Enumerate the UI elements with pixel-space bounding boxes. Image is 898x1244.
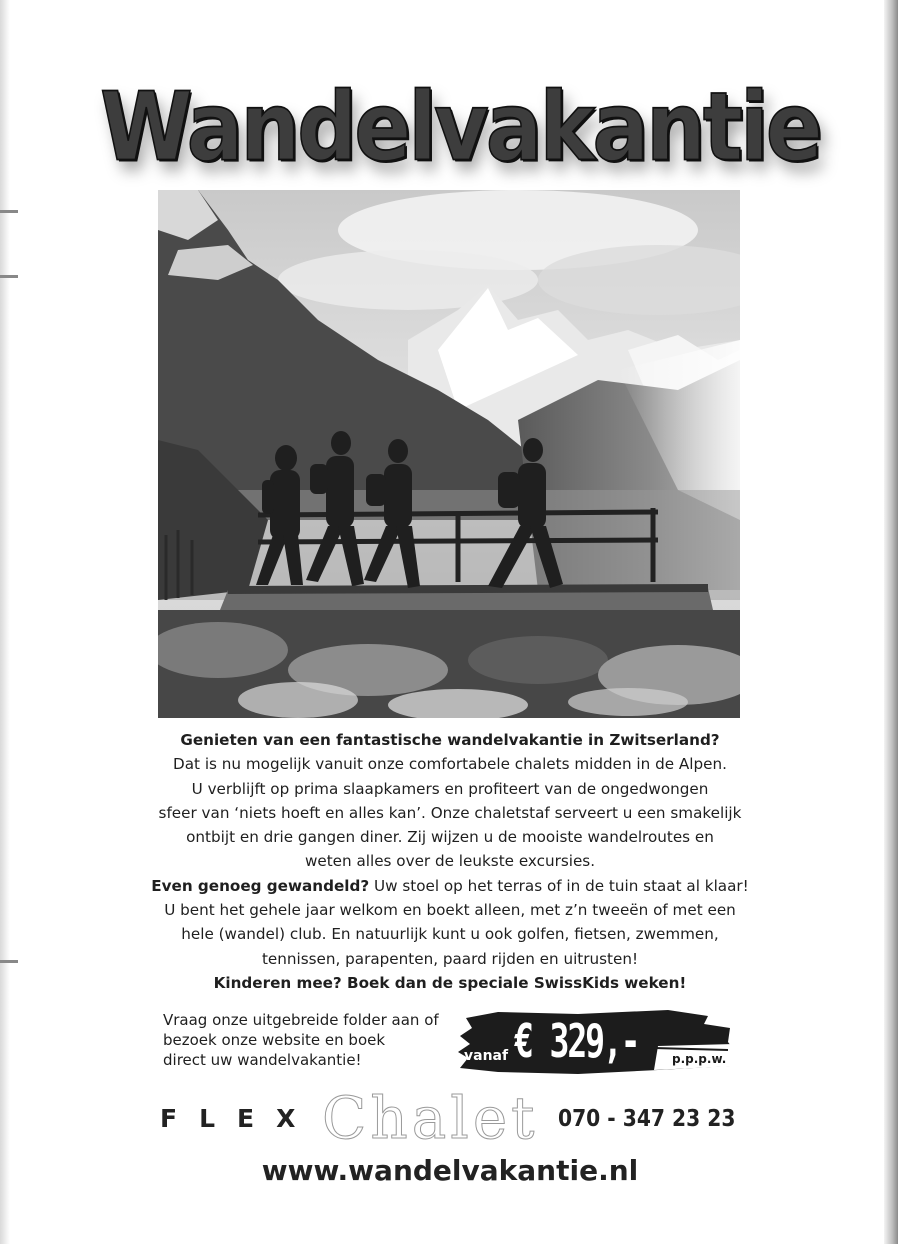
price-badge bbox=[458, 1008, 736, 1078]
text-line: U verblijft op prima slaapkamers en profiteert van de ongedwongen bbox=[191, 779, 709, 798]
mountain-hikers-photo bbox=[158, 190, 740, 718]
text-line: hele (wandel) club. En natuurlijk kunt u ook golfen, fietsen, zwemmen, bbox=[181, 925, 719, 944]
price-from-label: vanaf bbox=[464, 1048, 509, 1064]
brand-flex: FLEX bbox=[160, 1104, 318, 1133]
text-line: weten alles over de leukste excursies. bbox=[304, 852, 596, 871]
binding-mark bbox=[0, 210, 18, 213]
intro-text bbox=[140, 728, 760, 995]
binding-mark bbox=[0, 275, 18, 278]
page-edge-left bbox=[0, 0, 10, 1244]
text-line: U bent het gehele jaar welkom en boekt alleen, met z’n tweeën of met een bbox=[164, 901, 736, 920]
price-value: € 329,- bbox=[514, 1014, 639, 1068]
text-line: ontbijt en drie gangen diner. Zij wijzen u de mooiste wandelroutes en bbox=[186, 828, 714, 847]
text-line: Even genoeg gewandeld? Uw stoel op het terras of in de tuin staat al klaar! bbox=[151, 876, 749, 895]
price-unit: p.p.p.w. bbox=[672, 1052, 727, 1066]
cta-line: direct uw wandelvakantie! bbox=[163, 1051, 362, 1069]
text-line: Kinderen mee? Boek dan de speciale SwissKids weken! bbox=[213, 973, 687, 992]
phone-number: 070 - 347 23 23 bbox=[558, 1106, 736, 1132]
cta-line: Vraag onze uitgebreide folder aan of bbox=[163, 1011, 439, 1029]
text-line: tennissen, parapenten, paard rijden en uitrusten! bbox=[261, 949, 639, 968]
text-line: Dat is nu mogelijk vanuit onze comfortabele chalets midden in de Alpen. bbox=[173, 755, 727, 774]
brand-chalet: Chalet bbox=[322, 1084, 539, 1152]
page-title: Wandelvakantie bbox=[100, 72, 820, 182]
cta-line: bezoek onze website en boek bbox=[163, 1031, 386, 1049]
page-edge-right bbox=[884, 0, 898, 1244]
call-to-action bbox=[163, 1010, 463, 1070]
binding-mark bbox=[0, 960, 18, 963]
text-line: sfeer van ‘niets hoeft en alles kan’. Onze chaletstaf serveert u een smakelijk bbox=[158, 803, 742, 822]
website-url[interactable]: www.wandelvakantie.nl bbox=[261, 1154, 639, 1187]
text-line: Genieten van een fantastische wandelvakantie in Zwitserland? bbox=[180, 731, 720, 749]
